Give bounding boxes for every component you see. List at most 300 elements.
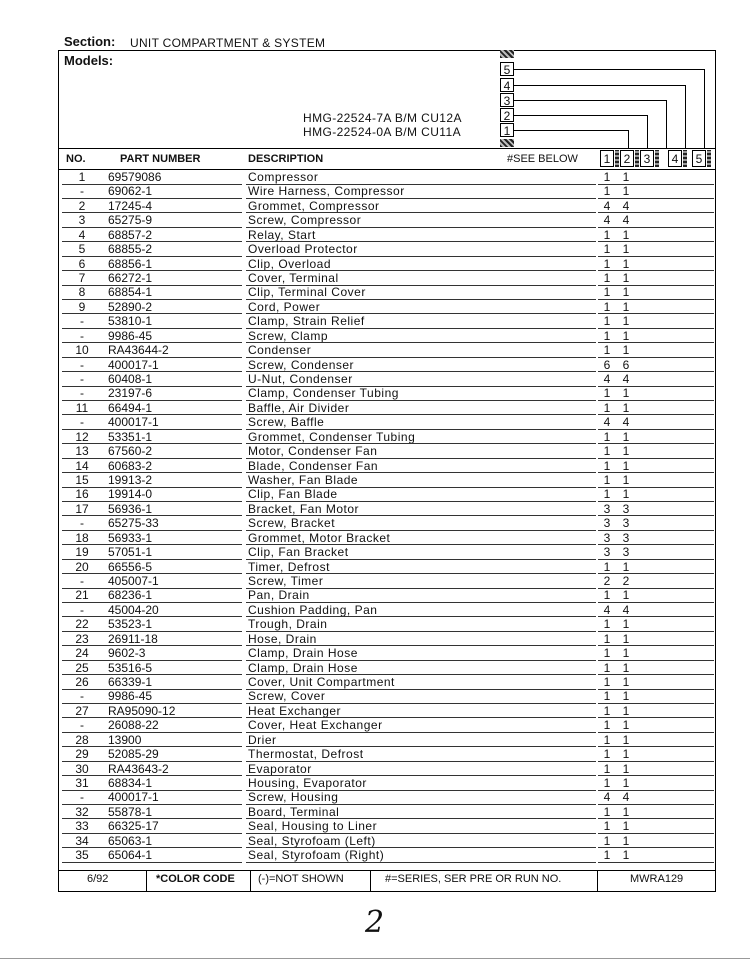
qty-series-1: 1 bbox=[603, 400, 611, 415]
part-number: 65275-33 bbox=[108, 516, 159, 531]
item-number: 1 bbox=[78, 170, 86, 184]
page-number: 2 bbox=[365, 905, 385, 940]
qty-series-2: 1 bbox=[622, 473, 630, 488]
qty-series-2: 1 bbox=[622, 804, 630, 819]
series-box-2: 2 bbox=[500, 108, 514, 122]
table-row bbox=[60, 487, 714, 501]
col-header-part-number: PART NUMBER bbox=[120, 153, 201, 165]
scan-noise-mark bbox=[655, 150, 659, 167]
part-number: 66556-5 bbox=[108, 559, 153, 574]
part-description: Screw, Bracket bbox=[248, 516, 336, 531]
qty-series-1: 1 bbox=[603, 170, 611, 184]
item-number: - bbox=[80, 372, 84, 387]
qty-series-2: 4 bbox=[622, 372, 630, 387]
part-number: 52085-29 bbox=[108, 747, 159, 762]
table-row bbox=[60, 531, 714, 545]
table-row bbox=[60, 516, 714, 530]
part-description: Heat Exchanger bbox=[248, 703, 342, 718]
qty-series-1: 1 bbox=[603, 299, 611, 314]
qty-series-1: 1 bbox=[603, 761, 611, 776]
table-row bbox=[60, 790, 714, 804]
part-number: RA95090-12 bbox=[108, 703, 176, 718]
part-description: Cushion Padding, Pan bbox=[248, 602, 378, 617]
table-row bbox=[60, 285, 714, 299]
series-col-5: 5 bbox=[692, 150, 706, 167]
scan-noise-mark bbox=[683, 150, 687, 167]
table-row bbox=[60, 675, 714, 689]
page-bottom-rule bbox=[0, 958, 750, 959]
series-box-3: 3 bbox=[500, 93, 514, 107]
part-number: 67560-2 bbox=[108, 444, 153, 459]
item-number: - bbox=[80, 415, 84, 430]
qty-series-2: 1 bbox=[622, 848, 630, 863]
table-row bbox=[60, 545, 714, 559]
table-row bbox=[60, 329, 714, 343]
part-number: 13900 bbox=[108, 732, 142, 747]
part-number: 60683-2 bbox=[108, 458, 153, 473]
qty-series-2: 2 bbox=[622, 574, 630, 589]
qty-series-2: 1 bbox=[622, 285, 630, 300]
qty-series-1: 4 bbox=[603, 790, 611, 805]
part-number: 56936-1 bbox=[108, 501, 153, 516]
part-number: RA43644-2 bbox=[108, 343, 169, 358]
qty-series-2: 1 bbox=[622, 400, 630, 415]
qty-series-1: 4 bbox=[603, 213, 611, 228]
qty-series-2: 1 bbox=[622, 458, 630, 473]
model-line-2: HMG-22524-0A B/M CU11A bbox=[303, 125, 461, 139]
qty-series-1: 1 bbox=[603, 386, 611, 401]
item-number: - bbox=[80, 689, 84, 704]
part-number: 400017-1 bbox=[108, 415, 159, 430]
table-row bbox=[60, 170, 714, 184]
part-number: 55878-1 bbox=[108, 804, 153, 819]
part-description: Cord, Power bbox=[248, 299, 321, 314]
table-row bbox=[60, 401, 714, 415]
part-description: Compressor bbox=[248, 170, 319, 184]
col-header-see-below: #SEE BELOW bbox=[507, 153, 578, 165]
item-number: 19 bbox=[75, 545, 89, 560]
qty-series-2: 4 bbox=[622, 790, 630, 805]
part-number: 66272-1 bbox=[108, 271, 153, 285]
part-description: Clamp, Strain Relief bbox=[248, 314, 365, 329]
item-number: 18 bbox=[75, 530, 89, 545]
footer-doc-id: MWRA129 bbox=[630, 873, 684, 885]
part-number: 53516-5 bbox=[108, 660, 153, 675]
table-row bbox=[60, 372, 714, 386]
qty-series-2: 1 bbox=[622, 819, 630, 834]
part-description: Housing, Evaporator bbox=[248, 776, 367, 791]
qty-series-1: 1 bbox=[603, 747, 611, 762]
part-number: 400017-1 bbox=[108, 790, 159, 805]
part-number: 68854-1 bbox=[108, 285, 153, 300]
qty-series-1: 1 bbox=[603, 819, 611, 834]
qty-series-2: 1 bbox=[622, 732, 630, 747]
qty-series-1: 3 bbox=[603, 501, 611, 516]
qty-series-1: 1 bbox=[603, 271, 611, 285]
qty-series-1: 4 bbox=[603, 602, 611, 617]
qty-series-1: 3 bbox=[603, 545, 611, 560]
part-number: 19913-2 bbox=[108, 473, 153, 488]
part-description: Screw, Housing bbox=[248, 790, 339, 805]
item-number: 9 bbox=[78, 299, 86, 314]
part-description: Clamp, Drain Hose bbox=[248, 646, 358, 661]
qty-series-2: 1 bbox=[622, 660, 630, 675]
part-number: 68856-1 bbox=[108, 256, 153, 271]
qty-series-2: 1 bbox=[622, 227, 630, 242]
series-col-1: 1 bbox=[600, 150, 614, 167]
part-number: 66339-1 bbox=[108, 675, 153, 690]
series-box-5: 5 bbox=[500, 62, 514, 76]
table-row bbox=[60, 776, 714, 790]
item-number: 32 bbox=[75, 804, 89, 819]
part-number: 60408-1 bbox=[108, 372, 153, 387]
part-number: 26911-18 bbox=[108, 631, 158, 646]
part-number: 68236-1 bbox=[108, 588, 153, 603]
table-row bbox=[60, 430, 714, 444]
qty-series-2: 3 bbox=[622, 501, 630, 516]
series-col-4: 4 bbox=[668, 150, 682, 167]
scan-noise-mark bbox=[615, 150, 619, 167]
table-row bbox=[60, 834, 714, 848]
part-description: Seal, Styrofoam (Right) bbox=[248, 848, 385, 863]
item-number: 34 bbox=[75, 833, 89, 848]
part-number: 65064-1 bbox=[108, 848, 153, 863]
table-row bbox=[60, 242, 714, 256]
item-number: - bbox=[80, 516, 84, 531]
part-number: 53810-1 bbox=[108, 314, 153, 329]
qty-series-1: 1 bbox=[603, 617, 611, 632]
qty-series-1: 4 bbox=[603, 198, 611, 213]
table-row bbox=[60, 184, 714, 198]
qty-series-2: 1 bbox=[622, 314, 630, 329]
header-top-rule bbox=[58, 148, 716, 149]
qty-series-2: 1 bbox=[622, 559, 630, 574]
part-number: 400017-1 bbox=[108, 357, 159, 372]
connector-line-3-drop bbox=[666, 100, 667, 149]
qty-series-1: 1 bbox=[603, 429, 611, 444]
qty-series-1: 1 bbox=[603, 646, 611, 661]
qty-series-1: 1 bbox=[603, 487, 611, 502]
item-number: 28 bbox=[75, 732, 89, 747]
scan-noise-mark bbox=[500, 50, 514, 58]
part-description: Clip, Terminal Cover bbox=[248, 285, 366, 300]
qty-series-1: 1 bbox=[603, 285, 611, 300]
table-row bbox=[60, 560, 714, 574]
part-number: 68834-1 bbox=[108, 776, 153, 791]
part-description: Screw, Cover bbox=[248, 689, 326, 704]
row-rule bbox=[598, 862, 714, 863]
item-number: 24 bbox=[75, 646, 89, 661]
model-line-1: HMG-22524-7A B/M CU12A bbox=[303, 111, 462, 125]
table-row bbox=[60, 646, 714, 660]
qty-series-2: 1 bbox=[622, 299, 630, 314]
series-col-3: 3 bbox=[640, 150, 654, 167]
table-row bbox=[60, 444, 714, 458]
item-number: 31 bbox=[75, 776, 89, 791]
qty-series-2: 6 bbox=[622, 357, 630, 372]
part-number: 53523-1 bbox=[108, 617, 153, 632]
item-number: - bbox=[80, 386, 84, 401]
part-description: Board, Terminal bbox=[248, 804, 340, 819]
table-row bbox=[60, 257, 714, 271]
part-number: 56933-1 bbox=[108, 530, 153, 545]
qty-series-1: 1 bbox=[603, 718, 611, 733]
item-number: 35 bbox=[75, 848, 89, 863]
part-description: Seal, Styrofoam (Left) bbox=[248, 833, 376, 848]
item-number: - bbox=[80, 314, 84, 329]
table-row bbox=[60, 415, 714, 429]
part-number: 65063-1 bbox=[108, 833, 153, 848]
item-number: - bbox=[80, 357, 84, 372]
qty-series-2: 1 bbox=[622, 328, 630, 343]
part-description: Bracket, Fan Motor bbox=[248, 501, 360, 516]
qty-series-1: 1 bbox=[603, 314, 611, 329]
part-description: Trough, Drain bbox=[248, 617, 328, 632]
table-row bbox=[60, 228, 714, 242]
qty-series-2: 1 bbox=[622, 242, 630, 257]
part-description: Screw, Baffle bbox=[248, 415, 325, 430]
part-description: Drier bbox=[248, 732, 277, 747]
table-row bbox=[60, 271, 714, 285]
qty-series-1: 1 bbox=[603, 242, 611, 257]
part-description: Pan, Drain bbox=[248, 588, 310, 603]
table-row bbox=[60, 588, 714, 602]
part-description: Clip, Fan Blade bbox=[248, 487, 338, 502]
item-number: - bbox=[80, 574, 84, 589]
part-number: 53351-1 bbox=[108, 429, 153, 444]
part-number: 68857-2 bbox=[108, 227, 153, 242]
connector-line-1-drop bbox=[628, 130, 629, 149]
qty-series-2: 3 bbox=[622, 516, 630, 531]
part-number: 57051-1 bbox=[108, 545, 153, 560]
item-number: 21 bbox=[75, 588, 89, 603]
table-row bbox=[60, 603, 714, 617]
qty-series-1: 3 bbox=[603, 516, 611, 531]
qty-series-1: 1 bbox=[603, 343, 611, 358]
qty-series-2: 1 bbox=[622, 386, 630, 401]
part-description: Relay, Start bbox=[248, 227, 316, 242]
table-row bbox=[60, 574, 714, 588]
table-row bbox=[60, 718, 714, 732]
item-number: 20 bbox=[75, 559, 89, 574]
scan-noise-mark bbox=[707, 150, 711, 167]
scan-noise-mark bbox=[500, 139, 514, 147]
part-description: Clip, Overload bbox=[248, 256, 332, 271]
table-row bbox=[60, 473, 714, 487]
qty-series-2: 1 bbox=[622, 444, 630, 459]
part-number: 9602-3 bbox=[108, 646, 146, 661]
table-row bbox=[60, 617, 714, 631]
qty-series-1: 1 bbox=[603, 458, 611, 473]
qty-series-1: 1 bbox=[603, 848, 611, 863]
qty-series-1: 4 bbox=[603, 372, 611, 387]
col-header-no: NO. bbox=[66, 153, 86, 165]
qty-series-2: 1 bbox=[622, 747, 630, 762]
qty-series-1: 1 bbox=[603, 256, 611, 271]
part-number: 69579086 bbox=[108, 170, 162, 184]
part-description: Clip, Fan Bracket bbox=[248, 545, 349, 560]
qty-series-1: 6 bbox=[603, 357, 611, 372]
part-description: Clamp, Condenser Tubing bbox=[248, 386, 399, 401]
qty-series-2: 4 bbox=[622, 602, 630, 617]
qty-series-2: 1 bbox=[622, 703, 630, 718]
qty-series-2: 1 bbox=[622, 429, 630, 444]
qty-series-2: 4 bbox=[622, 213, 630, 228]
part-description: Grommet, Motor Bracket bbox=[248, 530, 391, 545]
qty-series-2: 1 bbox=[622, 631, 630, 646]
item-number: 6 bbox=[78, 256, 86, 271]
item-number: 11 bbox=[75, 400, 89, 415]
table-row bbox=[60, 502, 714, 516]
item-number: 3 bbox=[78, 213, 86, 228]
qty-series-1: 1 bbox=[603, 833, 611, 848]
part-description: Wire Harness, Compressor bbox=[248, 184, 405, 199]
table-row bbox=[60, 459, 714, 473]
qty-series-1: 1 bbox=[603, 675, 611, 690]
series-box-4: 4 bbox=[500, 78, 514, 92]
item-number: 5 bbox=[78, 242, 86, 257]
scan-noise-mark bbox=[635, 150, 639, 167]
item-number: 26 bbox=[75, 675, 89, 690]
part-description: Washer, Fan Blade bbox=[248, 473, 359, 488]
part-description: Screw, Compressor bbox=[248, 213, 362, 228]
qty-series-1: 1 bbox=[603, 660, 611, 675]
part-description: Clamp, Drain Hose bbox=[248, 660, 358, 675]
item-number: 7 bbox=[78, 271, 86, 285]
item-number: 27 bbox=[75, 703, 89, 718]
part-number: 19914-0 bbox=[108, 487, 153, 502]
table-row bbox=[60, 300, 714, 314]
part-number: 66494-1 bbox=[108, 400, 153, 415]
table-row bbox=[60, 661, 714, 675]
part-number: 9986-45 bbox=[108, 689, 153, 704]
section-title: UNIT COMPARTMENT & SYSTEM bbox=[130, 36, 326, 50]
table-row bbox=[60, 747, 714, 761]
qty-series-2: 1 bbox=[622, 170, 630, 184]
qty-series-1: 2 bbox=[603, 574, 611, 589]
connector-line-4-drop bbox=[685, 85, 686, 149]
part-number: 65275-9 bbox=[108, 213, 153, 228]
series-box-1: 1 bbox=[500, 123, 514, 137]
table-row bbox=[60, 805, 714, 819]
part-description: Grommet, Compressor bbox=[248, 198, 380, 213]
table-row bbox=[60, 386, 714, 400]
qty-series-1: 4 bbox=[603, 415, 611, 430]
connector-line-4 bbox=[514, 85, 685, 86]
qty-series-2: 1 bbox=[622, 833, 630, 848]
models-label: Models: bbox=[64, 53, 114, 68]
qty-series-1: 1 bbox=[603, 631, 611, 646]
item-number: 16 bbox=[75, 487, 89, 502]
footer-color-code: *COLOR CODE bbox=[156, 873, 235, 885]
footer-divider bbox=[597, 870, 598, 892]
qty-series-2: 3 bbox=[622, 545, 630, 560]
footer-divider bbox=[250, 870, 251, 892]
part-description: U-Nut, Condenser bbox=[248, 372, 353, 387]
item-number: 17 bbox=[75, 501, 89, 516]
item-number: 15 bbox=[75, 473, 89, 488]
part-number: 17245-4 bbox=[108, 198, 153, 213]
part-number: RA43643-2 bbox=[108, 761, 169, 776]
part-description: Overload Protector bbox=[248, 242, 358, 257]
connector-line-2-drop bbox=[647, 115, 648, 149]
part-number: 405007-1 bbox=[108, 574, 159, 589]
part-description: Baffle, Air Divider bbox=[248, 400, 350, 415]
table-row bbox=[60, 632, 714, 646]
part-description: Thermostat, Defrost bbox=[248, 747, 364, 762]
footer-date: 6/92 bbox=[87, 873, 109, 885]
item-number: 4 bbox=[78, 227, 86, 242]
qty-series-2: 1 bbox=[622, 689, 630, 704]
footer-not-shown: (-)=NOT SHOWN bbox=[258, 873, 344, 885]
part-number: 23197-6 bbox=[108, 386, 153, 401]
part-description: Grommet, Condenser Tubing bbox=[248, 429, 416, 444]
item-number: - bbox=[80, 328, 84, 343]
part-number: 45004-20 bbox=[108, 602, 159, 617]
connector-line-1 bbox=[514, 130, 628, 131]
qty-series-1: 1 bbox=[603, 184, 611, 199]
qty-series-1: 1 bbox=[603, 804, 611, 819]
qty-series-2: 3 bbox=[622, 530, 630, 545]
table-row bbox=[60, 358, 714, 372]
table-row bbox=[60, 199, 714, 213]
qty-series-1: 1 bbox=[603, 559, 611, 574]
connector-line-3 bbox=[514, 100, 666, 101]
part-description: Seal, Housing to Liner bbox=[248, 819, 378, 834]
item-number: - bbox=[80, 718, 84, 733]
item-number: - bbox=[80, 184, 84, 199]
qty-series-1: 1 bbox=[603, 328, 611, 343]
qty-series-2: 1 bbox=[622, 588, 630, 603]
qty-series-2: 1 bbox=[622, 343, 630, 358]
item-number: 25 bbox=[75, 660, 89, 675]
qty-series-1: 1 bbox=[603, 703, 611, 718]
row-rule bbox=[246, 862, 596, 863]
connector-line-5-drop bbox=[704, 69, 705, 149]
table-row bbox=[60, 689, 714, 703]
table-row bbox=[60, 314, 714, 328]
part-description: Blade, Condenser Fan bbox=[248, 458, 379, 473]
part-number: 66325-17 bbox=[108, 819, 159, 834]
table-row bbox=[60, 213, 714, 227]
part-description: Cover, Heat Exchanger bbox=[248, 718, 383, 733]
qty-series-2: 1 bbox=[622, 761, 630, 776]
part-description: Cover, Unit Compartment bbox=[248, 675, 395, 690]
qty-series-1: 1 bbox=[603, 776, 611, 791]
qty-series-2: 1 bbox=[622, 776, 630, 791]
part-number: 69062-1 bbox=[108, 184, 153, 199]
item-number: 23 bbox=[75, 631, 89, 646]
part-description: Evaporator bbox=[248, 761, 312, 776]
part-description: Screw, Clamp bbox=[248, 328, 329, 343]
series-col-2: 2 bbox=[620, 150, 634, 167]
qty-series-1: 1 bbox=[603, 588, 611, 603]
qty-series-2: 4 bbox=[622, 198, 630, 213]
item-number: - bbox=[80, 602, 84, 617]
qty-series-2: 1 bbox=[622, 617, 630, 632]
item-number: 14 bbox=[75, 458, 89, 473]
footer-top-rule bbox=[58, 870, 716, 871]
connector-line-2 bbox=[514, 115, 647, 116]
qty-series-1: 1 bbox=[603, 444, 611, 459]
item-number: 30 bbox=[75, 761, 89, 776]
footer-divider bbox=[146, 870, 147, 892]
part-description: Screw, Condenser bbox=[248, 357, 355, 372]
item-number: 29 bbox=[75, 747, 89, 762]
part-description: Cover, Terminal bbox=[248, 271, 339, 285]
footer-series-note: #=SERIES, SER PRE OR RUN NO. bbox=[385, 873, 562, 885]
item-number: 22 bbox=[75, 617, 89, 632]
